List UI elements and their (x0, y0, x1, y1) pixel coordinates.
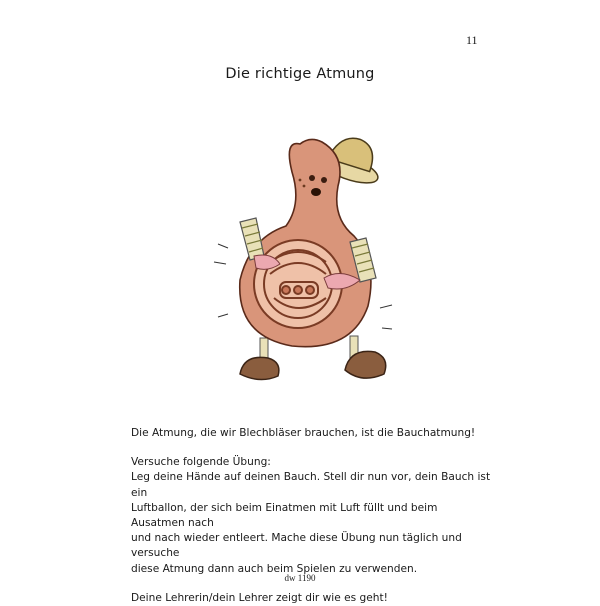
exercise-heading: Versuche folgende Übung: (131, 456, 271, 469)
exercise-line: Leg deine Hände auf deinen Bauch. Stell dir nun vor, dein Bauch ist ein (131, 471, 491, 499)
footer-code: dw 1190 (284, 573, 316, 583)
exercise-line: und nach wieder entleert. Mache diese Übung nun täglich und versuche (131, 532, 462, 560)
tuba-character-illustration (200, 122, 400, 392)
intro-paragraph: Die Atmung, die wir Blechbläser brauchen, ist die Bauchatmung! (131, 427, 476, 439)
page-title: Die richtige Atmung (225, 66, 375, 82)
motion-lines-right (380, 305, 392, 329)
motion-lines-left (214, 244, 228, 317)
closing-line: Deine Lehrerin/dein Lehrer zeigt dir wie es geht! (131, 591, 388, 604)
exercise-line: diese Atmung dann auch beim Spielen zu verwenden. (131, 562, 418, 575)
exercise-line: Luftballon, der sich beim Einatmen mit Luft füllt und beim Ausatmen nach (131, 501, 438, 530)
page-number: 11 (466, 33, 478, 47)
